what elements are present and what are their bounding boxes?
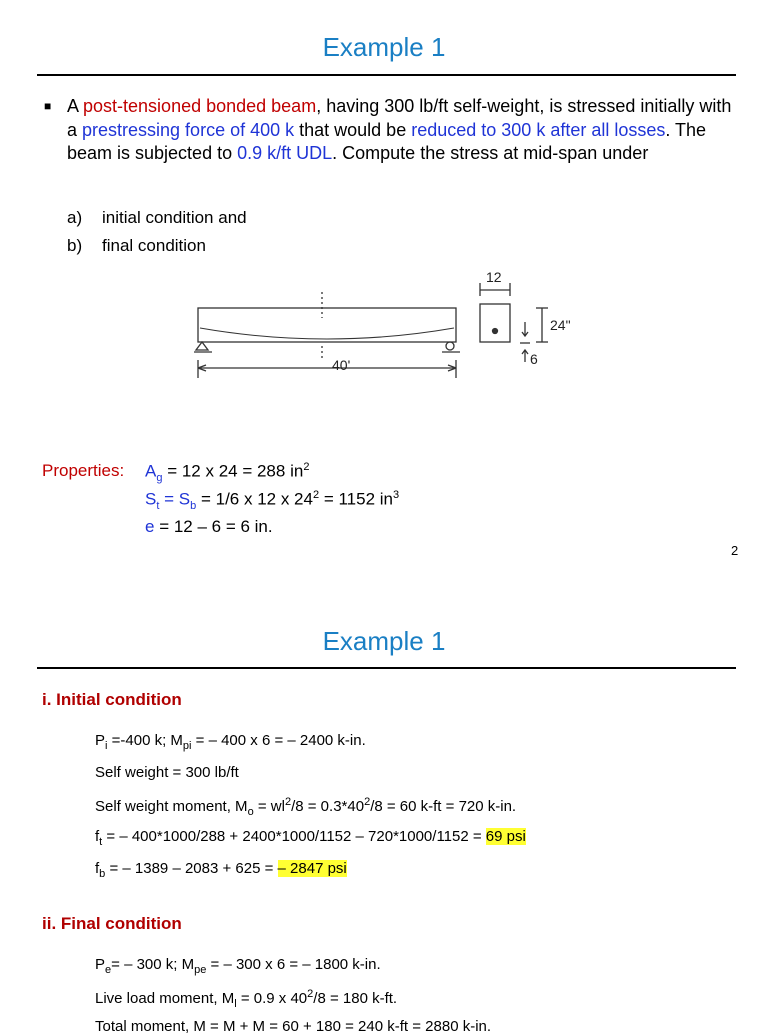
superscript: 2	[312, 489, 320, 501]
final-force: reduced to 300 k after all losses	[411, 119, 666, 140]
pin-support-icon	[196, 342, 208, 350]
highlighted-result: 69 psi	[485, 828, 526, 845]
tendon-dot	[493, 329, 498, 334]
formula-text: = 1/6 x 12 x 24	[196, 489, 313, 509]
section-heading-final: ii. Final condition	[42, 914, 182, 933]
formula-text: /8 = 60 k-ft = 720 k-in.	[370, 798, 517, 815]
subscript: o	[247, 806, 254, 818]
formula-text: Self weight moment, M	[95, 798, 248, 815]
live-load-moment-line	[95, 988, 397, 1010]
formula-text: = – 300 k; M	[111, 956, 195, 973]
section-modulus-formula	[145, 489, 399, 512]
formula-text: P	[95, 956, 106, 973]
symbol: e	[145, 517, 155, 536]
formula-text: = – 400 x 6 = – 2400 k-in.	[191, 732, 366, 749]
beam-outline	[198, 308, 456, 342]
formula-text: = – 400*1000/288 + 2400*1000/1152 – 720*1000/1152 =	[102, 828, 486, 845]
title-rule	[37, 667, 736, 669]
list-item	[67, 236, 206, 256]
slide-2	[0, 590, 768, 1035]
depth-label: 24"	[550, 317, 571, 333]
formula-text: = 0.9 x 40	[236, 990, 308, 1007]
formula-text: P	[95, 732, 106, 749]
superscript: 2	[284, 796, 292, 808]
formula-text: = 1152 in	[319, 489, 393, 509]
subscript: l	[234, 998, 237, 1010]
subscript: g	[156, 472, 163, 485]
formula-text: = – 300 x 6 = – 1800 k-in.	[206, 956, 381, 973]
list-text: final condition	[102, 236, 206, 255]
list-marker: b)	[67, 236, 83, 255]
subscript: pe	[194, 964, 207, 976]
list-text: initial condition and	[102, 208, 247, 227]
subscript: pi	[182, 740, 192, 752]
highlighted-result: – 2847 psi	[277, 860, 347, 877]
section-heading-initial: i. Initial condition	[42, 690, 182, 709]
formula-text: f	[95, 828, 100, 845]
cross-section-outline	[480, 304, 510, 342]
page-number: 2	[731, 543, 739, 558]
list-marker: a)	[67, 208, 83, 227]
formula-text: = 12 – 6 = 6 in.	[154, 517, 273, 536]
subscript: e	[105, 964, 112, 976]
text-run: A	[67, 96, 84, 116]
slide-title: Example 1	[322, 626, 446, 656]
formula-text: /8 = 0.3*40	[291, 798, 365, 815]
superscript: 2	[364, 796, 371, 808]
problem-statement	[67, 95, 737, 166]
beam-type: post-tensioned bonded beam	[83, 96, 317, 116]
udl-value: 0.9 k/ft UDL	[237, 143, 333, 163]
symbol: S	[145, 489, 157, 509]
total-moment-line-partial: Total moment, M = M + M = 60 + 180 = 240 k-ft = 2880 k-in.	[95, 1018, 492, 1035]
width-label: 12	[486, 269, 502, 285]
self-weight-moment-line	[95, 796, 516, 818]
subscript: t	[99, 836, 103, 848]
formula-text: = wl	[253, 798, 285, 815]
eccentricity-formula	[145, 517, 273, 537]
text-run: , having 300 lb/ft self-weight, is stressed initially with a	[67, 96, 732, 140]
self-weight-line: Self weight = 300 lb/ft	[95, 764, 239, 781]
list-item	[67, 208, 247, 228]
subscript: b	[99, 868, 106, 880]
superscript: 3	[392, 489, 400, 501]
properties-block	[42, 461, 124, 481]
subscript: b	[190, 500, 197, 513]
formula-text: = 12 x 24 = 288 in	[162, 461, 304, 481]
span-label: 40'	[332, 357, 351, 373]
formula-text: /8 = 180 k-ft.	[313, 990, 398, 1007]
beam-sketch-diagram	[180, 268, 600, 388]
top-stress-line	[95, 828, 526, 848]
prestress-line	[95, 732, 366, 752]
bullet-icon: ■	[44, 99, 52, 113]
formula-text: =-400 k; M	[107, 732, 183, 749]
symbol: = S	[159, 489, 191, 509]
text-run: that would be	[294, 119, 412, 140]
roller-support-icon	[446, 342, 454, 350]
subscript: t	[156, 500, 160, 513]
subscript: i	[105, 740, 108, 752]
superscript: 2	[303, 461, 310, 473]
properties-label: Properties:	[42, 461, 125, 480]
tendon-profile	[200, 328, 454, 339]
symbol: A	[145, 461, 157, 481]
area-formula	[145, 461, 309, 484]
superscript: 2	[307, 988, 314, 1000]
formula-text: Live load moment, M	[95, 990, 235, 1007]
ecc-label: 6	[530, 351, 538, 367]
slide-title: Example 1	[322, 32, 446, 62]
effective-prestress-line	[95, 956, 381, 976]
text-run: . The beam is subjected to	[67, 119, 707, 163]
formula-text: = – 1389 – 2083 + 625 =	[105, 860, 278, 877]
title-rule	[37, 74, 736, 76]
formula-text: f	[95, 860, 100, 877]
bottom-stress-line	[95, 860, 347, 880]
initial-force: prestressing force of 400 k	[82, 119, 295, 140]
text-run: . Compute the stress at mid-span under	[332, 143, 649, 163]
